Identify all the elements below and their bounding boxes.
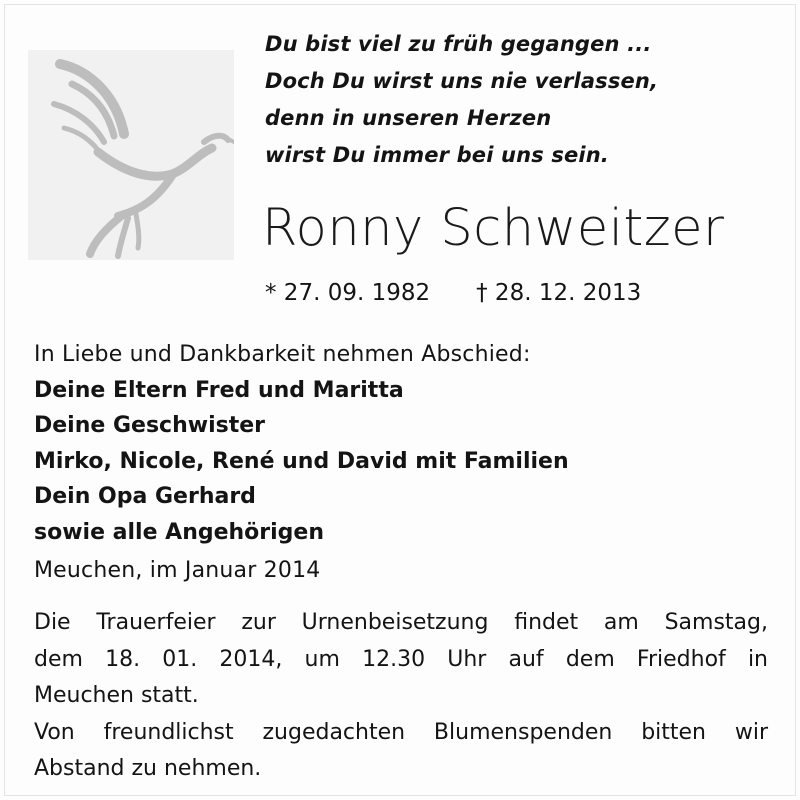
ceremony-details [34,605,768,788]
verse-line: wirst Du immer bei uns sein. [265,143,609,167]
place-and-date: Meuchen, im Januar 2014 [34,558,321,583]
verse-line: Du bist viel zu früh gegangen ... [265,32,652,56]
mourner-line: sowie alle Angehörigen [34,519,325,545]
dove-icon [28,50,234,260]
ceremony-line: Abstand zu nehmen. [34,756,262,781]
mourner-line: Mirko, Nicole, René und David mit Familien [34,448,569,474]
memorial-verse [265,26,765,174]
deceased-name: Ronny Schweitzer [262,199,725,258]
death-date: † 28. 12. 2013 [476,280,642,306]
mourners-intro: In Liebe und Dankbarkeit nehmen Abschied: [34,342,531,367]
ceremony-line: dem 18. 01. 2014, um 12.30 Uhr auf dem Friedhof in [34,646,768,672]
ceremony-line: Die Trauerfeier zur Urnenbeisetzung findet am Samstag, [34,610,768,635]
mourner-line: Deine Eltern Fred und Maritta [34,377,404,403]
life-dates [265,278,785,308]
mourner-line: Deine Geschwister [34,413,265,438]
ceremony-line: Von freundlichst zugedachten Blumenspenden bitten wir [34,719,768,745]
ceremony-line: Meuchen statt. [34,683,199,708]
mourners-list [34,337,774,550]
verse-line: denn in unseren Herzen [265,106,552,130]
birth-date: * 27. 09. 1982 [265,280,431,306]
verse-line: Doch Du wirst uns nie verlassen, [265,69,659,93]
mourner-line: Dein Opa Gerhard [34,484,256,509]
